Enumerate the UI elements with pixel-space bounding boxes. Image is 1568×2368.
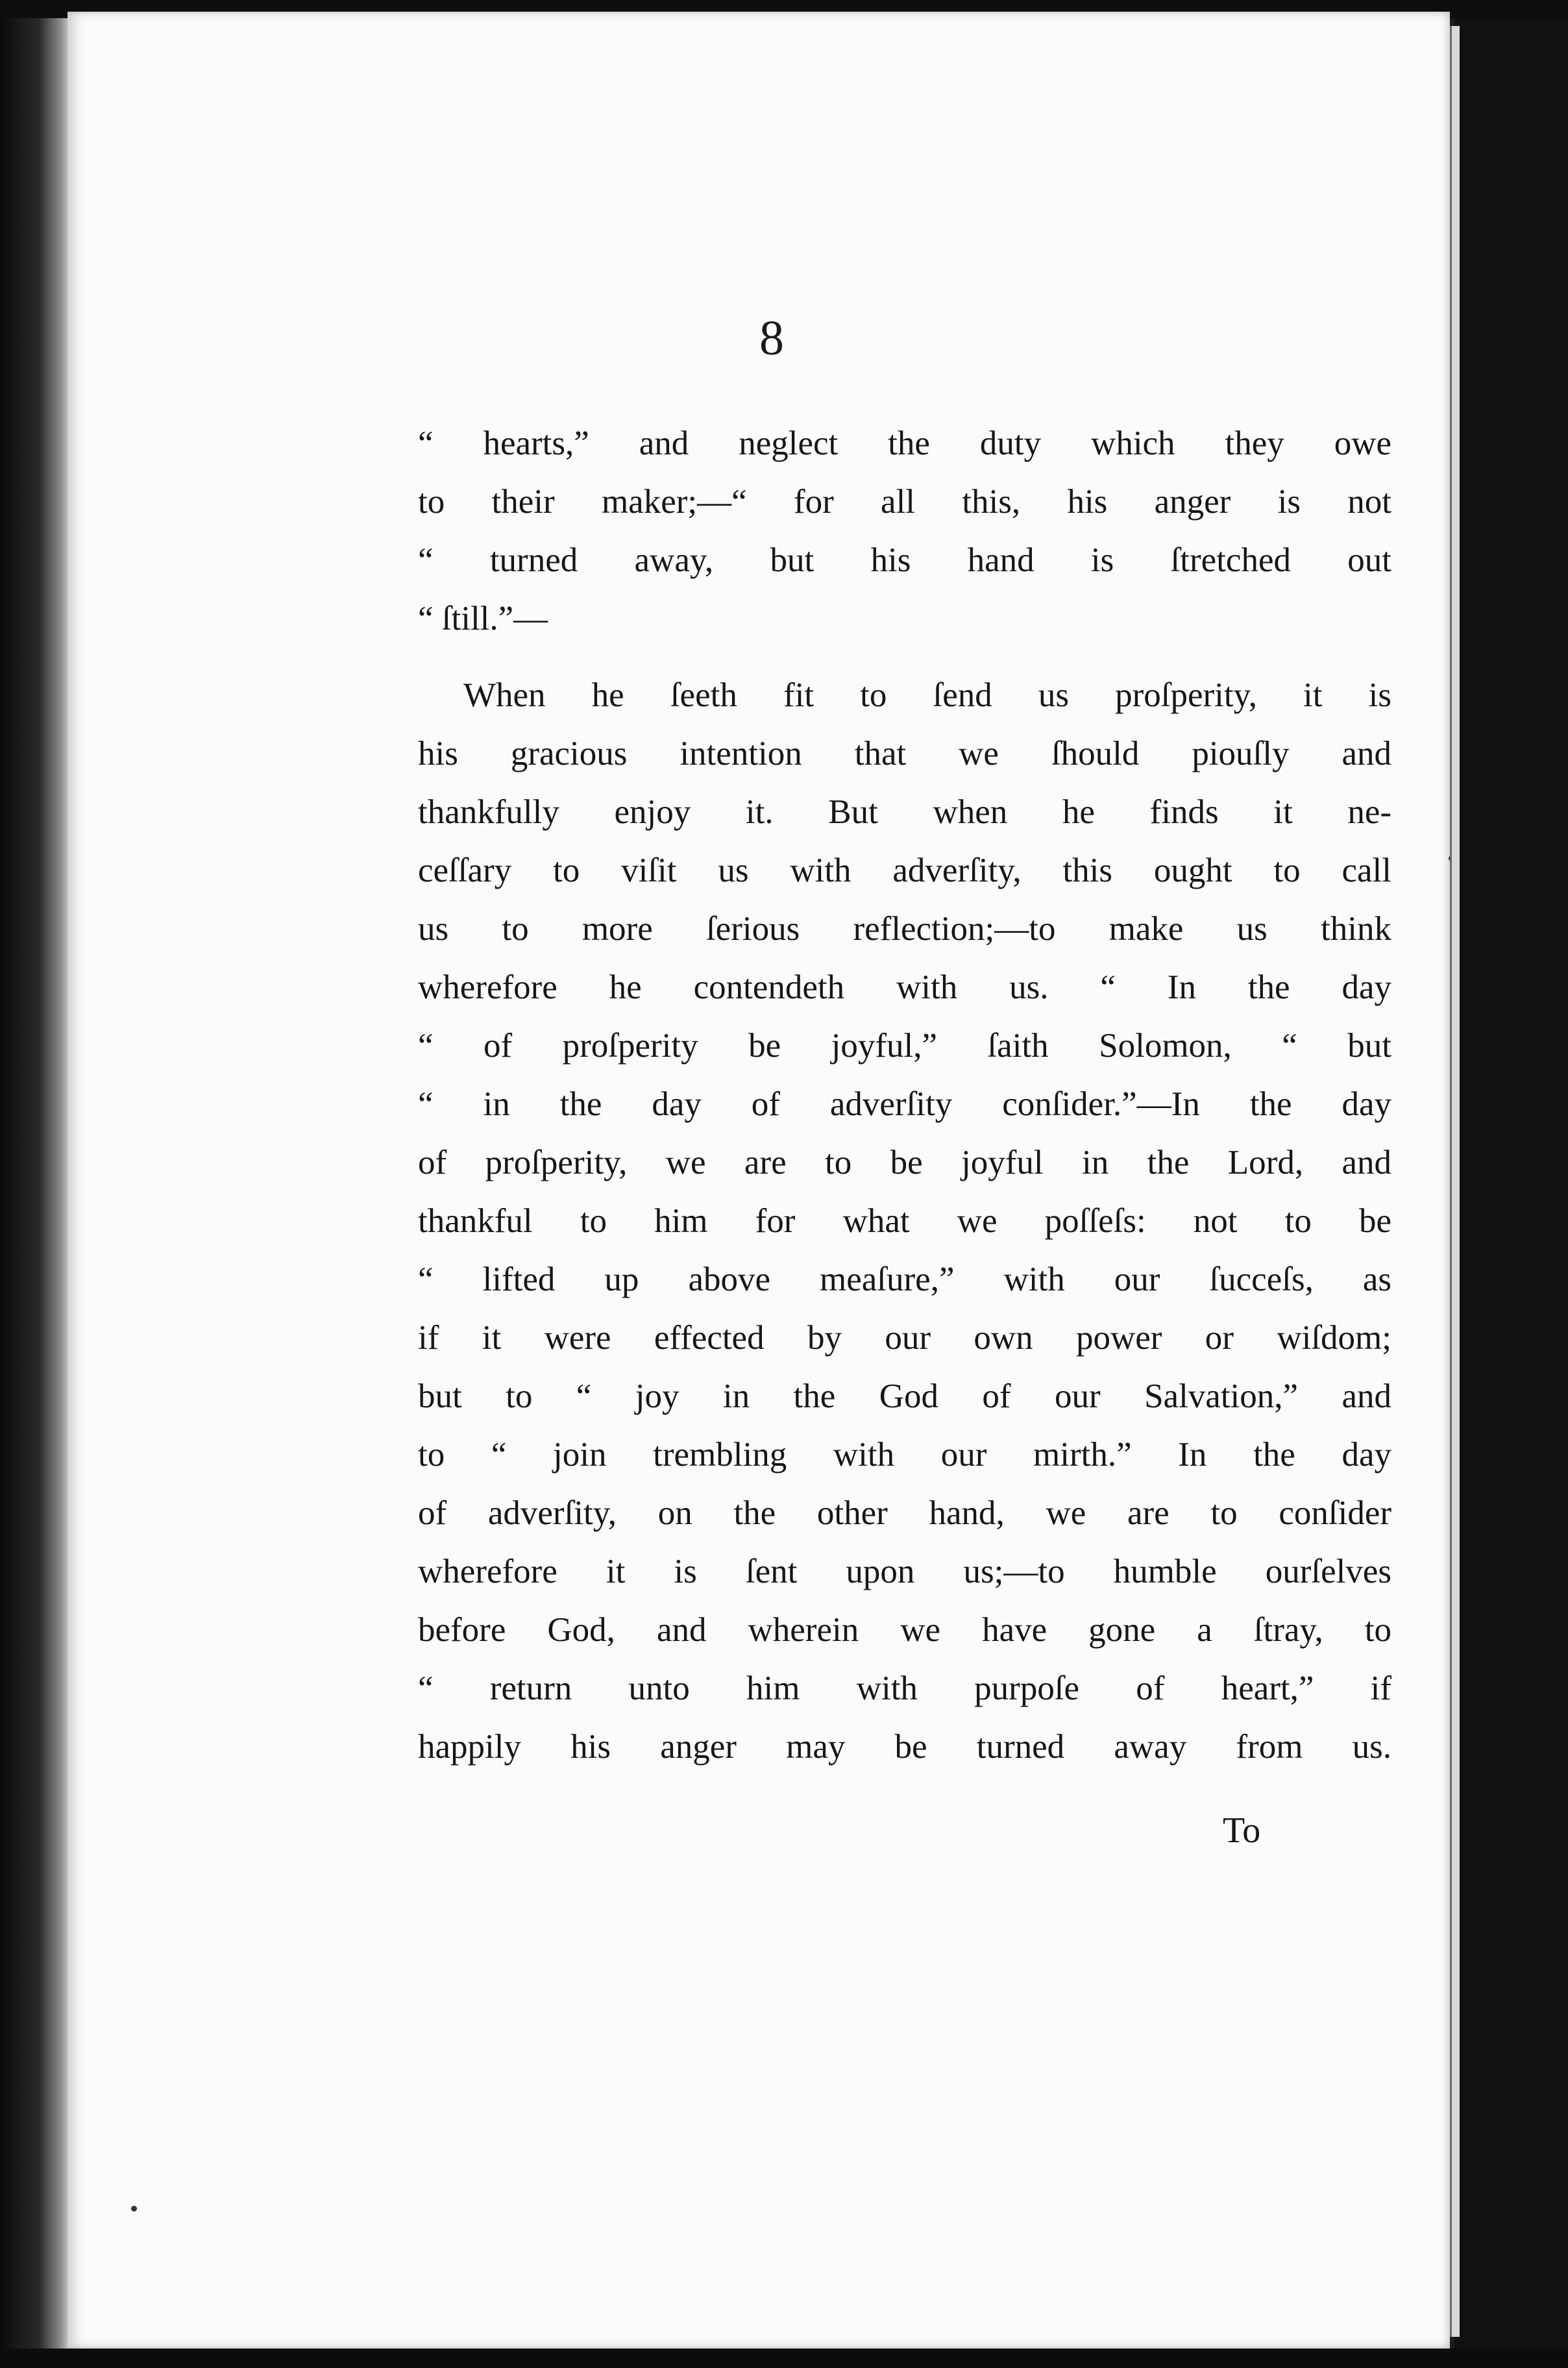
ink-speck (131, 2206, 137, 2212)
text-line: “ in the day of adverſity conſider.”—In the day (418, 1085, 1391, 1123)
text-line: of proſperity, we are to be joyful in the Lord, and (418, 1144, 1391, 1181)
paragraph-gap (418, 648, 1391, 666)
text-line: thankful to him for what we poſſeſs: not to be (418, 1202, 1391, 1240)
text-line: “ ſtill.”— (418, 600, 548, 637)
book-page (67, 12, 1450, 2349)
text-line: us to more ſerious reflection;—to make us think (418, 910, 1391, 948)
text-line: thankfully enjoy it. But when he finds it ne- (418, 793, 1391, 831)
text-line: wherefore it is ſent upon us;—to humble ourſelves (418, 1553, 1391, 1590)
facing-page-edge (1450, 26, 1460, 2337)
text-line: “ of proſperity be joyful,” ſaith Solomon, “ but (418, 1027, 1391, 1065)
text-line: wherefore he contendeth with us. “ In the day (418, 968, 1391, 1006)
scan-edge-bottom (0, 2349, 1568, 2368)
text-line: “ turned away, but his hand is ſtretched out (418, 541, 1391, 579)
text-line: but to “ joy in the God of our Salvation,” and (418, 1377, 1391, 1415)
body-text (418, 414, 1391, 1776)
text-line: of adverſity, on the other hand, we are to conſider (418, 1494, 1391, 1532)
text-line: “ lifted up above meaſure,” with our ſucceſs, as (418, 1261, 1391, 1298)
text-line: ceſſary to viſit us with adverſity, this ought to call (418, 852, 1391, 889)
text-line: “ return unto him with purpoſe of heart,” if (418, 1670, 1391, 1707)
scan-edge-right (1454, 0, 1568, 2368)
text-line: his gracious intention that we ſhould piouſly and (418, 735, 1391, 772)
text-line: “ hearts,” and neglect the duty which they owe (418, 425, 1391, 462)
catchword: To (1223, 1810, 1261, 1851)
text-line: When he ſeeth fit to ſend us proſperity, it is (463, 676, 1391, 714)
text-line: to their maker;—“ for all this, his anger is not (418, 483, 1391, 521)
text-line: if it were effected by our own power or wiſdom; (418, 1319, 1391, 1357)
text-line: to “ join trembling with our mirth.” In the day (418, 1436, 1391, 1474)
page-number: 8 (759, 311, 784, 365)
scan-edge-left (0, 0, 71, 2368)
text-line: happily his anger may be turned away from us. (418, 1728, 1391, 1766)
text-line: before God, and wherein we have gone a ſtray, to (418, 1611, 1391, 1649)
